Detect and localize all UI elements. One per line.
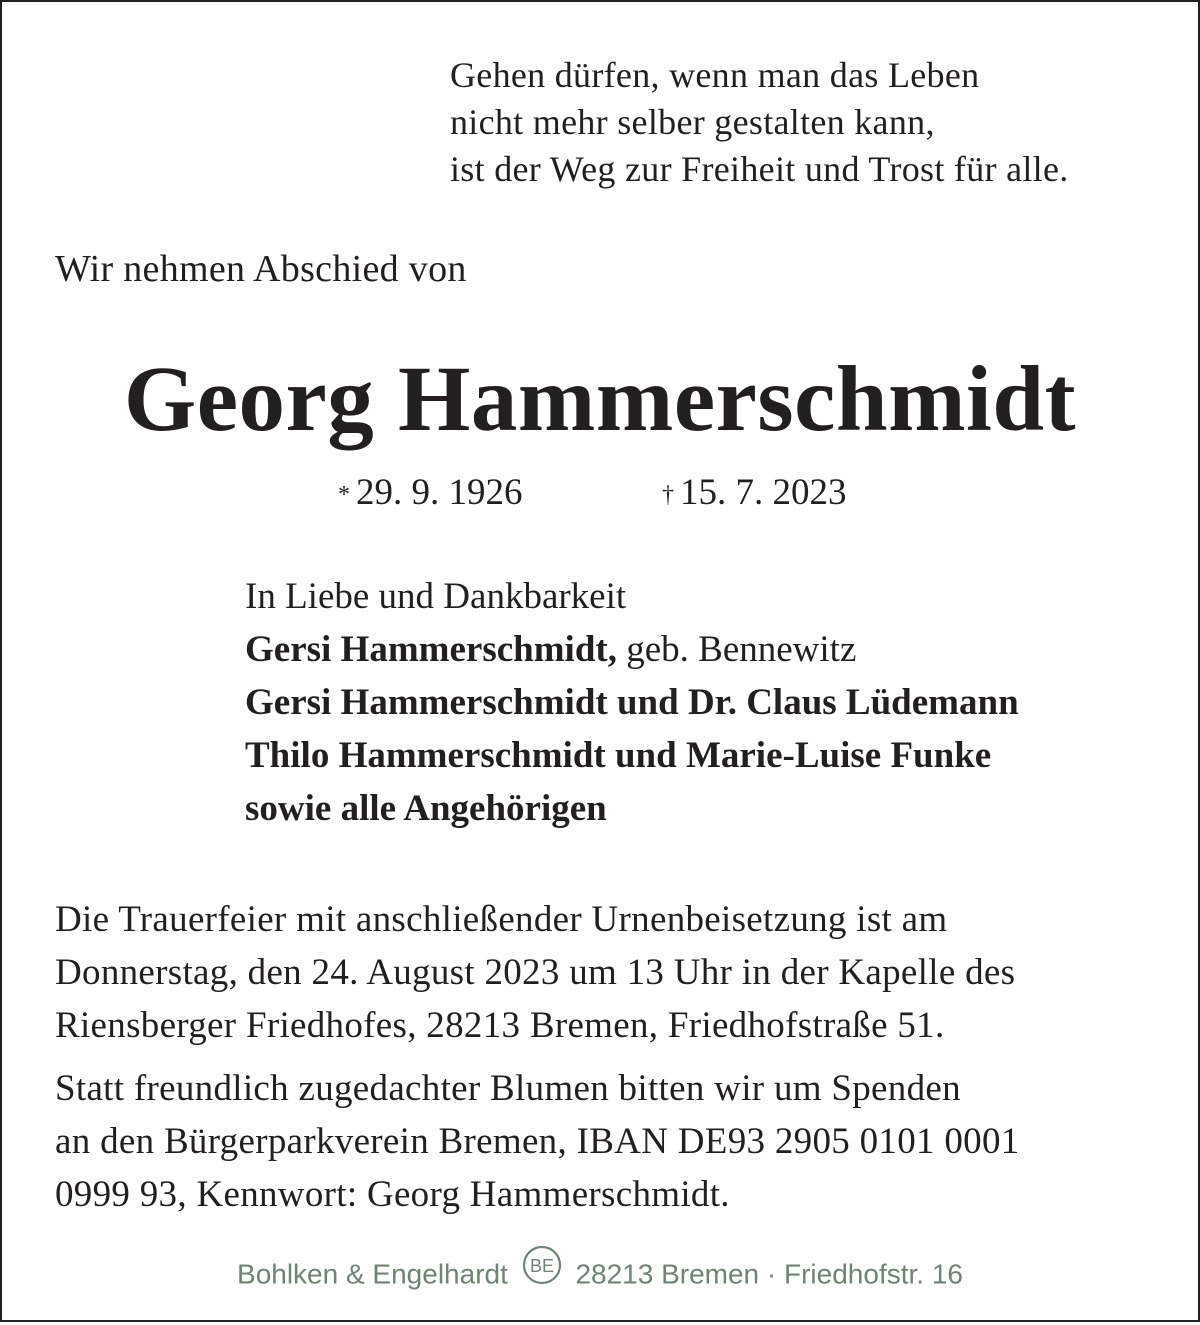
- logo-monogram: BE: [529, 1256, 554, 1276]
- mourner-line: Gersi Hammerschmidt und Dr. Claus Lüdemann: [245, 682, 1019, 723]
- mourner-note: geb. Bennewitz: [616, 629, 857, 670]
- mourners-heading: In Liebe und Dankbarkeit: [245, 576, 627, 617]
- death-symbol: †: [662, 482, 674, 508]
- birth-symbol: *: [338, 482, 350, 508]
- service-notice: [55, 893, 1155, 1221]
- deceased-name: Georg Hammerschmidt: [123, 348, 1077, 451]
- poem-line: Gehen dürfen, wenn man das Leben: [450, 55, 980, 95]
- service-line: Riensberger Friedhofes, 28213 Bremen, Friedhofstraße 51.: [55, 1005, 945, 1046]
- mourner-line: sowie alle Angehörigen: [245, 788, 607, 829]
- mourner-line: Thilo Hammerschmidt und Marie-Luise Funke: [245, 735, 992, 776]
- mourner-line: [245, 623, 1019, 676]
- service-line: Donnerstag, den 24. August 2023 um 13 Uhr in der Kapelle des: [55, 952, 1016, 993]
- funeral-home-footer: [0, 1248, 1200, 1301]
- donation-line: Statt freundlich zugedachter Blumen bitten wir um Spenden: [55, 1068, 961, 1109]
- poem: [450, 52, 1069, 193]
- poem-line: nicht mehr selber gestalten kann,: [450, 102, 935, 142]
- birth-date-group: [338, 468, 523, 518]
- donation-line: 0999 93, Kennwort: Georg Hammerschmidt.: [55, 1174, 730, 1215]
- death-date-group: [662, 468, 847, 518]
- death-date: 15. 7. 2023: [680, 472, 847, 513]
- poem-line: ist der Weg zur Freiheit und Trost für alle.: [450, 149, 1069, 189]
- mourner-name: Gersi Hammerschmidt,: [245, 629, 617, 670]
- service-line: Die Trauerfeier mit anschließender Urnenbeisetzung ist am: [55, 899, 948, 940]
- funeral-home-logo-icon: [522, 1245, 562, 1298]
- company-address: 28213 Bremen · Friedhofstr. 16: [575, 1258, 963, 1290]
- company-name: Bohlken & Engelhardt: [237, 1258, 508, 1290]
- donation-line: an den Bürgerparkverein Bremen, IBAN DE93 2905 0101 0001: [55, 1121, 1020, 1162]
- mourners-block: [245, 570, 1019, 835]
- intro-text: Wir nehmen Abschied von: [55, 248, 467, 290]
- birth-date: 29. 9. 1926: [356, 472, 523, 513]
